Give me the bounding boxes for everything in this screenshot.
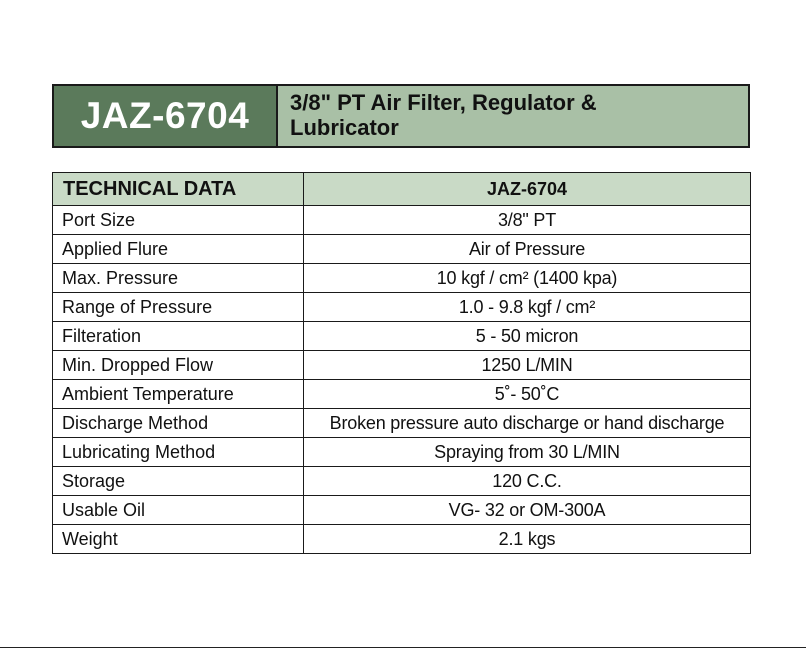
- row-label: Max. Pressure: [53, 264, 304, 293]
- table-row: [53, 293, 751, 322]
- header-model: JAZ-6704: [304, 173, 751, 206]
- product-title: [278, 86, 748, 146]
- row-label: Filteration: [53, 322, 304, 351]
- table-row: [53, 380, 751, 409]
- table-row: [53, 322, 751, 351]
- row-label: Port Size: [53, 206, 304, 235]
- table-row: [53, 351, 751, 380]
- table-row: [53, 264, 751, 293]
- header-technical-data: TECHNICAL DATA: [53, 173, 304, 206]
- table-row: [53, 409, 751, 438]
- table-header-row: [53, 173, 751, 206]
- row-value: Broken pressure auto discharge or hand discharge: [304, 409, 751, 438]
- row-label: Storage: [53, 467, 304, 496]
- row-value: Air of Pressure: [304, 235, 751, 264]
- row-label: Applied Flure: [53, 235, 304, 264]
- row-label: Range of Pressure: [53, 293, 304, 322]
- table-row: [53, 496, 751, 525]
- technical-data-table: [52, 172, 751, 554]
- table-row: [53, 235, 751, 264]
- row-value: VG- 32 or OM-300A: [304, 496, 751, 525]
- footer-divider: [0, 647, 806, 648]
- table-row: [53, 467, 751, 496]
- row-value: 1.0 - 9.8 kgf / cm²: [304, 293, 751, 322]
- row-label: Discharge Method: [53, 409, 304, 438]
- row-label: Min. Dropped Flow: [53, 351, 304, 380]
- row-value: 2.1 kgs: [304, 525, 751, 554]
- table-row: [53, 525, 751, 554]
- row-value: 1250 L/MIN: [304, 351, 751, 380]
- title-bar: [52, 84, 750, 148]
- row-value: 120 C.C.: [304, 467, 751, 496]
- row-value: Spraying from 30 L/MIN: [304, 438, 751, 467]
- table-row: [53, 206, 751, 235]
- row-value: 10 kgf / cm² (1400 kpa): [304, 264, 751, 293]
- row-label: Weight: [53, 525, 304, 554]
- row-value: 5 - 50 micron: [304, 322, 751, 351]
- product-title-line2: Lubricator: [290, 115, 399, 140]
- row-value: 3/8" PT: [304, 206, 751, 235]
- product-title-line1: 3/8" PT Air Filter, Regulator &: [290, 90, 597, 115]
- model-number: JAZ-6704: [54, 86, 278, 146]
- row-label: Ambient Temperature: [53, 380, 304, 409]
- row-value: 5˚- 50˚C: [304, 380, 751, 409]
- row-label: Usable Oil: [53, 496, 304, 525]
- row-label: Lubricating Method: [53, 438, 304, 467]
- table-row: [53, 438, 751, 467]
